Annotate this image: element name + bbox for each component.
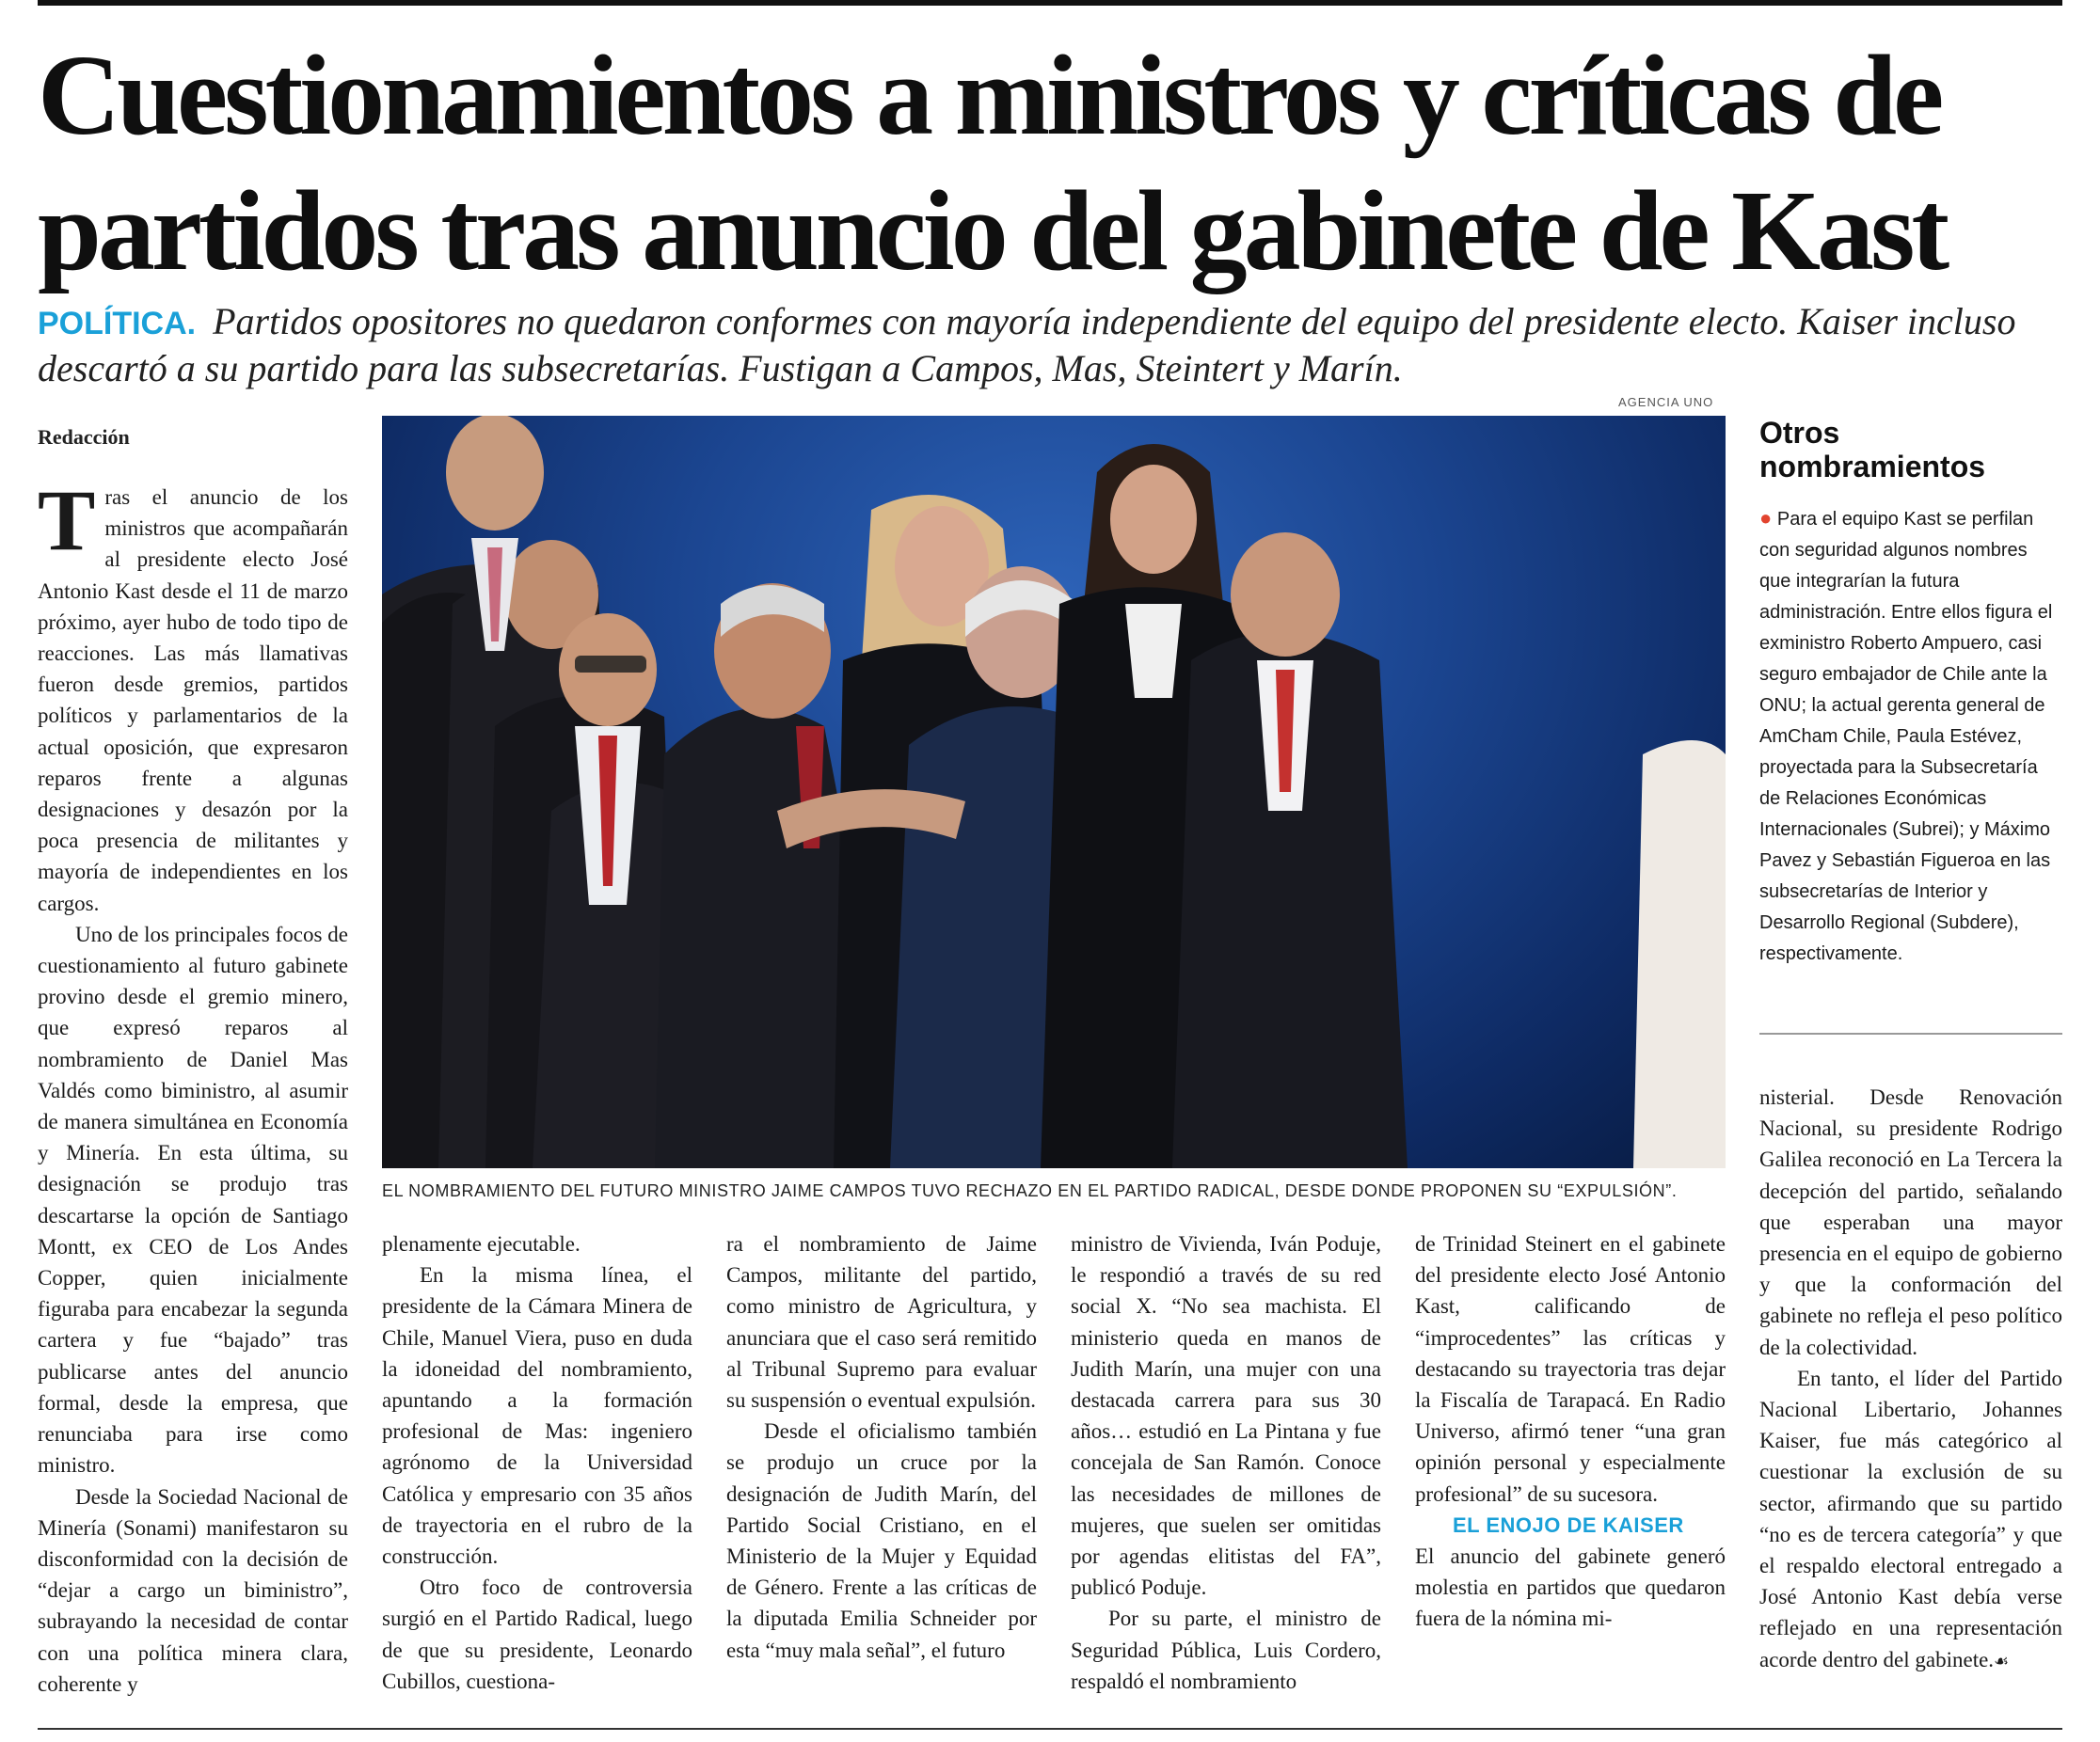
- lead-text: Partidos opositores no quedaron conformes con mayoría independiente del equipo del presidente electo. Kaiser incluso descartó a su partido para las subsecretarías. Fustigan a Campos, Mas, Steintert y Marín.: [38, 300, 2016, 389]
- article-paragraph: nisterial. Desde Renovación Nacional, su presidente Rodrigo Galilea reconoció en La Tercera la decepción del partido, señalando que esperaban una mayor presencia en el equipo de gobierno y que la conformación del gabinete no refleja el peso político de la colectividad.: [1759, 1085, 2062, 1359]
- drop-cap: T: [38, 472, 96, 568]
- paragraph-text: En tanto, el líder del Partido Nacional Libertario, Johannes Kaiser, fue más categórico al cuestionar la exclusión de su sector, afirmando que su partido “no es de tercera categoría” y que el respaldo electoral entregado a José Antonio Kast debía verse reflejado en una representación acorde dentro del gabinete.: [1759, 1366, 2062, 1671]
- headline-line-2: partidos tras anuncio del gabinete de Kast: [38, 167, 1947, 294]
- article-column-4: [1071, 1228, 1381, 1697]
- article-paragraph: Otro foco de controversia surgió en el Partido Radical, luego de que su presidente, Leonardo Cubillos, cuestiona-: [382, 1576, 692, 1693]
- article-column-3: [726, 1228, 1037, 1666]
- headline: [38, 28, 2079, 299]
- top-rule: [38, 0, 2062, 6]
- article-paragraph: Uno de los principales focos de cuestionamiento al futuro gabinete provino desde el gremio minero, que expresó reparos al nombramiento de Daniel Mas Valdés como biministro, al asumir de manera simultánea en Economía y Minería. En esta última, su designación se produjo tras descartarse la opción de Santiago Montt, ex CEO de Los Andes Copper, quien inicialmente figuraba para encabezar la segunda cartera y fue “bajado” tras publicarse antes del anuncio formal, desde la empresa, que renunciaba para irse como ministro.: [38, 922, 348, 1478]
- article-photo: [382, 416, 1726, 1168]
- photo-caption: EL NOMBRAMIENTO DEL FUTURO MINISTRO JAIME CAMPOS TUVO RECHAZO EN EL PARTIDO RADICAL, DESDE DONDE PROPONEN SU “EXPULSIÓN”.: [382, 1181, 1678, 1200]
- article-paragraph: [1759, 1363, 2062, 1677]
- article-paragraph: de Trinidad Steinert en el gabinete del presidente electo José Antonio Kast, calificando de “improcedentes” las críticas y destacando su trayectoria tras dejar la Fiscalía de Tarapacá. En Radio Universo, afirmó tener “una gran opinión personal y especialmente profesional” de su sucesora.: [1415, 1232, 1726, 1506]
- article-column-5: [1415, 1228, 1726, 1635]
- sidebar-title: Otros nombramientos: [1759, 416, 1986, 483]
- article-paragraph: ministro de Vivienda, Iván Poduje, le respondió a través de su red social X. “No sea machista. El ministerio queda en manos de Judith Marín, una mujer con una destacada carrera para sus 30 años… estudió en La Pintana y fue concejala de San Ramón. Conoce las necesidades de millones de mujeres, que suelen ser omitidas por agendas elitistas del FA”, publicó Poduje.: [1071, 1232, 1381, 1600]
- sidebar-rule: [1759, 1033, 2062, 1035]
- article-paragraph: En la misma línea, el presidente de la Cámara Minera de Chile, Manuel Viera, puso en duda la idoneidad del nombramiento, apuntando a la formación profesional de Mas: ingeniero agrónomo de la Universidad Católica y empresario con 35 años de trayectoria en el rubro de la construcción.: [382, 1263, 692, 1569]
- headline-line-1: Cuestionamientos a ministros y críticas de: [38, 32, 1941, 159]
- photo-illustration: [382, 416, 1726, 1168]
- article-paragraph: ra el nombramiento de Jaime Campos, militante del partido, como ministro de Agricultura, y anunciara que el caso será remitido al Tribunal Supremo para evaluar su suspensión o eventual expulsión.: [726, 1232, 1037, 1413]
- article-paragraph: Desde la Sociedad Nacional de Minería (Sonami) manifestaron su disconformidad con la decisión de “dejar a cargo un biministro”, subrayando la necesidad de contar con una política minera clara, coherente y: [38, 1484, 348, 1696]
- photo-credit: AGENCIA UNO: [1618, 395, 1714, 409]
- bottom-rule: [38, 1728, 2062, 1730]
- section-subhead: EL ENOJO DE KAISER: [1453, 1512, 1684, 1537]
- article-paragraph: plenamente ejecutable.: [382, 1232, 581, 1256]
- sidebar-box: [1759, 416, 2062, 970]
- article-paragraph: Por su parte, el ministro de Seguridad Pública, Luis Cordero, respaldó el nombramiento: [1071, 1607, 1381, 1693]
- paragraph-text: ras el anuncio de los ministros que acompañarán al presidente electo José Antonio Kast desde el 11 de marzo próximo, ayer hubo de todo tipo de reacciones. Las más llamativas fueron desde gremios, partidos políticos y parlamentarios de la actual oposición, que expresaron reparos frente a algunas designaciones y desazón por la poca presencia de militantes y mayoría de independientes en los cargos.: [38, 485, 348, 915]
- article-column-1: [38, 472, 348, 1700]
- section-tag: POLÍTICA.: [38, 306, 197, 341]
- byline: Redacción: [38, 425, 130, 449]
- article-column-6: [1759, 1082, 2062, 1677]
- article-paragraph: Desde el oficialismo también se produjo un cruce por la designación de Judith Marín, del Partido Social Cristiano, en el Ministerio de la Mujer y Equidad de Género. Frente a las críticas de la diputada Emilia Schneider por esta “muy mala señal”, el futuro: [726, 1419, 1037, 1662]
- article-paragraph: [38, 472, 348, 919]
- sidebar-text: Para el equipo Kast se perfilan con seguridad algunos nombres que integrarían la futura administración. Entre ellos figura el exministro Roberto Ampuero, casi seguro embajador de Chile ante la ONU; la actual gerenta general de AmCham Chile, Paula Estévez, proyectada para la Subsecretaría de Relaciones Económicas Internacionales (Subrei); y Máximo Pavez y Sebastián Figueroa en las subsecretarías de Interior y Desarrollo Regional (Subdere), respectivamente.: [1759, 509, 2053, 964]
- lead-paragraph: [38, 299, 2042, 391]
- sidebar-body: [1759, 502, 2062, 970]
- end-mark-icon: ☙: [1994, 1651, 2010, 1671]
- article-column-2: [382, 1228, 692, 1697]
- article-paragraph: El anuncio del gabinete generó molestia en partidos que quedaron fuera de la nómina mi-: [1415, 1544, 1726, 1631]
- bullet-icon: ●: [1759, 506, 1773, 530]
